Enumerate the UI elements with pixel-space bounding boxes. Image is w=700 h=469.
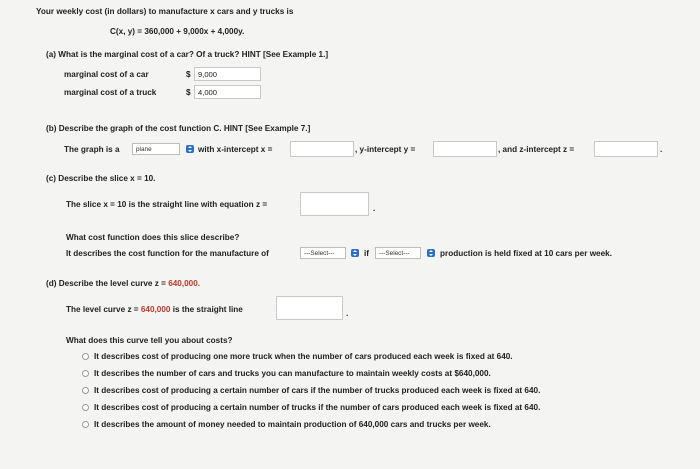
z-intercept-input[interactable]	[594, 141, 658, 157]
x-intercept-label: with x-intercept x =	[198, 145, 273, 154]
period: .	[660, 145, 663, 154]
option-radio-5[interactable]	[82, 421, 89, 428]
car-dollar-sign: $	[186, 70, 191, 79]
z-intercept-label: , and z-intercept z =	[498, 145, 575, 154]
describes-text: It describes the cost function for the manufacture of	[66, 249, 269, 258]
select-arrow-icon[interactable]	[186, 145, 194, 153]
y-intercept-input[interactable]	[433, 141, 497, 157]
part-d-question-value: 640,000.	[168, 279, 201, 288]
product-select-2[interactable]	[375, 247, 421, 259]
if-text: if	[364, 249, 370, 258]
level-curve-input[interactable]	[276, 296, 343, 320]
y-intercept-label: , y-intercept y =	[355, 145, 416, 154]
select-arrow-icon[interactable]	[351, 249, 359, 257]
car-cost-input[interactable]: 9,000	[194, 67, 261, 81]
car-cost-label: marginal cost of a car	[64, 70, 149, 79]
product-select-2-value: ---Select---	[379, 250, 410, 257]
option-label-2: It describes the number of cars and trucks you can manufacture to maintain weekly costs at $640,000.	[94, 369, 491, 378]
level-curve-value: 640,000	[140, 305, 171, 314]
curve-costs-question: What does this curve tell you about costs?	[66, 336, 233, 345]
part-d-question	[46, 279, 200, 288]
part-a-question: (a) What is the marginal cost of a car? Of a truck? HINT [See Example 1.]	[46, 50, 329, 59]
graph-type-select-value: plane	[136, 146, 152, 153]
option-label-4: It describes cost of producing a certain number of trucks if the number of cars produced each week is fixed at 640.	[94, 403, 541, 412]
option-radio-2[interactable]	[82, 370, 89, 377]
part-c-question: (c) Describe the slice x = 10.	[46, 174, 156, 183]
period: .	[373, 204, 376, 213]
level-curve-text	[66, 305, 243, 314]
cost-formula: C(x, y) = 360,000 + 9,000x + 4,000y.	[110, 27, 245, 36]
slice-text: The slice x = 10 is the straight line with equation z =	[66, 200, 268, 209]
slice-equation-input[interactable]	[300, 192, 369, 216]
held-fixed-text: production is held fixed at 10 cars per week.	[440, 249, 612, 258]
truck-cost-input[interactable]: 4,000	[194, 85, 261, 99]
product-select-1[interactable]	[300, 247, 346, 259]
period: .	[346, 309, 349, 318]
graph-lead-text: The graph is a	[64, 145, 120, 154]
part-b-question: (b) Describe the graph of the cost function C. HINT [See Example 7.]	[46, 124, 311, 133]
x-intercept-input[interactable]	[290, 141, 354, 157]
option-label-3: It describes cost of producing a certain number of cars if the number of trucks produced each week is fixed at 640.	[94, 386, 541, 395]
part-d-question-prefix: (d) Describe the level curve z =	[46, 279, 166, 288]
graph-type-select[interactable]	[132, 143, 180, 155]
what-cost-question: What cost function does this slice describe?	[66, 233, 240, 242]
option-label-5: It describes the amount of money needed to maintain production of 640,000 cars and trucks per week.	[94, 420, 491, 429]
option-radio-3[interactable]	[82, 387, 89, 394]
product-select-1-value: ---Select---	[304, 250, 335, 257]
truck-dollar-sign: $	[186, 88, 191, 97]
truck-cost-label: marginal cost of a truck	[64, 88, 157, 97]
option-label-1: It describes cost of producing one more truck when the number of cars produced each week is fixed at 640.	[94, 352, 513, 361]
level-curve-suffix: is the straight line	[172, 305, 243, 314]
select-arrow-icon[interactable]	[427, 249, 435, 257]
option-radio-4[interactable]	[82, 404, 89, 411]
option-radio-1[interactable]	[82, 353, 89, 360]
level-curve-prefix: The level curve z =	[66, 305, 139, 314]
problem-intro: Your weekly cost (in dollars) to manufacture x cars and y trucks is	[36, 7, 294, 16]
